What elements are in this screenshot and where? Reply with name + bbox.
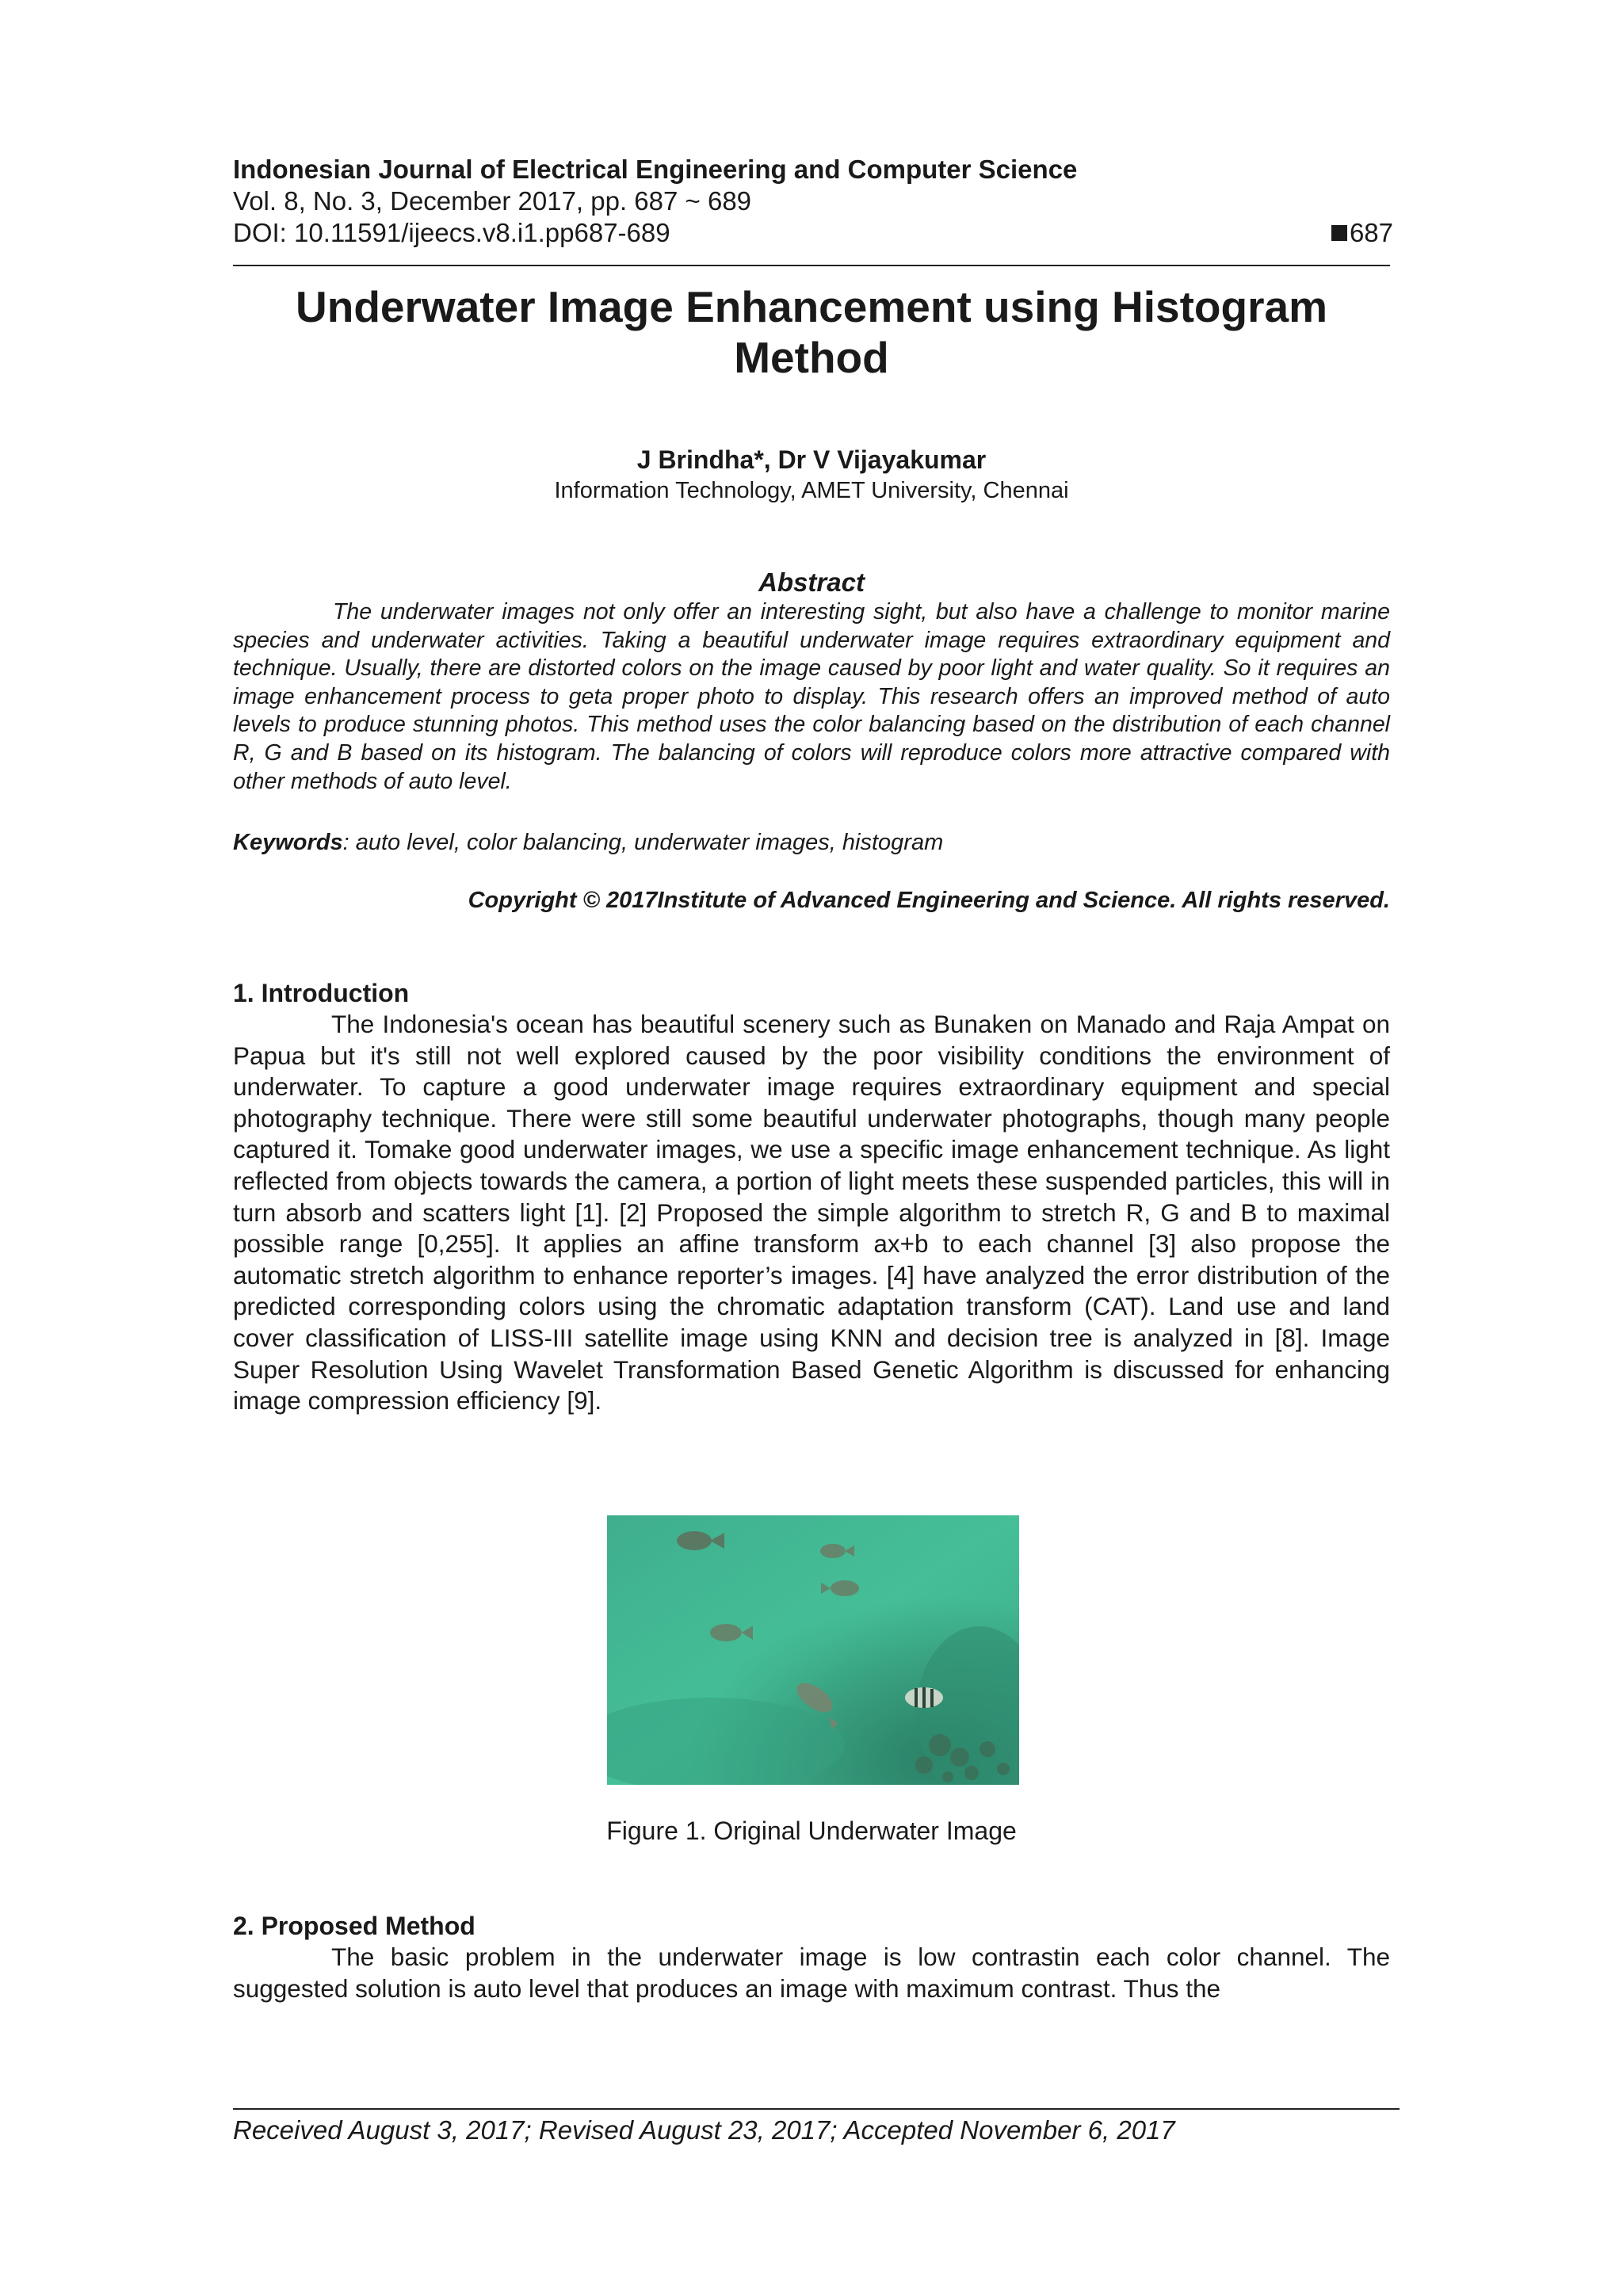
figure-underwater-image — [607, 1515, 1019, 1785]
striped-fish-icon — [905, 1687, 943, 1708]
authors: J Brindha*, Dr V Vijayakumar — [636, 445, 987, 474]
footer-rule — [233, 2108, 1400, 2110]
abstract-text: The underwater images not only offer an interesting sight, but also have a challenge to monitor marine species and underwater activities. Taking a beautiful underwater image requires extraordinary equipment and technique. Usually, there are distorted colors on the image caused by poor light and water quality. So it requires an image enhancement process to geta proper photo to display. This research offers an improved method of auto levels to produce stunning photos. This method uses the color balancing based on the distribution of each channel R, G and B based on its histogram. The balancing of colors will reproduce colors more attractive compared with other methods of auto level. — [233, 599, 1390, 794]
keywords-label: Keywords — [233, 830, 343, 855]
received-dates: Received August 3, 2017; Revised August 23, 2017; Accepted November 6, 2017 — [233, 2115, 1175, 2145]
page-number-value: 687 — [1349, 218, 1393, 247]
figure-caption: Figure 1. Original Underwater Image — [606, 1817, 1017, 1845]
abstract-heading: Abstract — [758, 567, 865, 597]
paper-title: Underwater Image Enhancement using Histogram Method — [296, 282, 1327, 382]
copyright: Copyright © 2017Institute of Advanced Engineering and Science. All rights reserved. — [468, 888, 1390, 913]
introduction-text: The Indonesia's ocean has beautiful scenery such as Bunaken on Manado and Raja Ampat on Papua but it's still not well explored caused by the poor visibility conditions the environment of underwater. To capture a good underwater image requires extraordinary equipment and special photography technique. There were still some beautiful underwater photographs, though many people captured it. Tomake good underwater images, we use a specific image enhancement technique. As light reflected from objects towards the camera, a portion of light meets these suspended particles, this will in turn absorb and scatters light [1]. [2] Proposed the simple algorithm to stretch R, G and B to maximal possible range [0,255]. It applies an affine transform ax+b to each channel [3] also propose the automatic stretch algorithm to enhance reporter’s images. [4] have analyzed the error distribution of the predicted corresponding colors using the chromatic adaptation transform (CAT). Land use and land cover classification of LISS-III satellite image using KNN and decision tree is analyzed in [8]. Image Super Resolution Using Wavelet Transformation Based Genetic Algorithm is discussed for enhancing image compression efficiency [9]. — [233, 1010, 1390, 1415]
volume-info: Vol. 8, No. 3, December 2017, pp. 687 ~ 689 — [233, 186, 752, 216]
keywords — [233, 828, 1390, 857]
section-heading-proposed-method: 2. Proposed Method — [233, 1912, 475, 1940]
journal-name: Indonesian Journal of Electrical Engineering and Computer Science — [233, 155, 1078, 184]
section-heading-introduction: 1. Introduction — [233, 979, 410, 1007]
page-number — [1331, 217, 1393, 249]
doi: DOI: 10.11591/ijeecs.v8.i1.pp687-689 — [233, 218, 670, 247]
header-rule — [233, 265, 1390, 266]
keywords-text: : auto level, color balancing, underwater images, histogram — [342, 830, 944, 855]
square-bullet-icon — [1331, 225, 1347, 241]
affiliation: Information Technology, AMET University, Chennai — [554, 478, 1069, 503]
proposed-method-text: The basic problem in the underwater image is low contrastin each color channel. The suggested solution is auto level that produces an image with maximum contrast. Thus the — [233, 1943, 1390, 2003]
